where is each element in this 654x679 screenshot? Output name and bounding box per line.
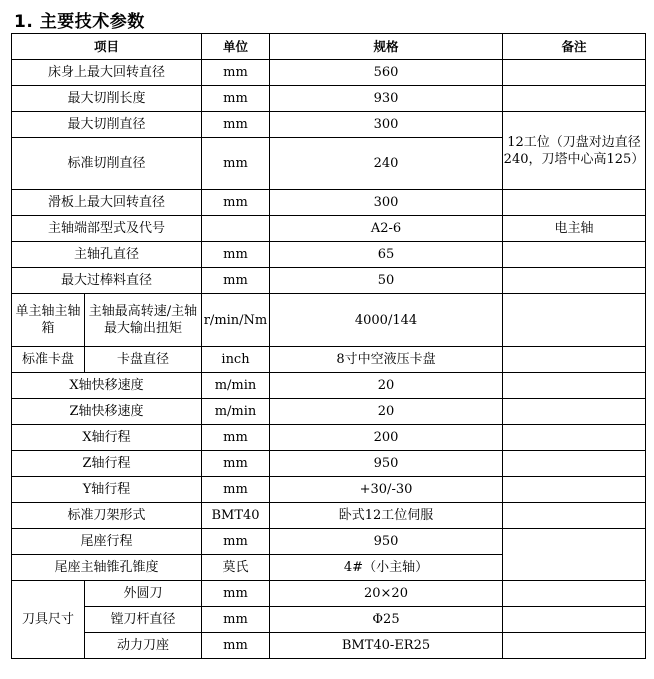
table-row: [12, 425, 646, 451]
row-unit: BMT40: [202, 503, 270, 529]
row-unit: mm: [202, 190, 270, 216]
row-note: [503, 86, 646, 112]
header-spec: 规格: [270, 34, 503, 60]
row-unit: 莫氏: [202, 555, 270, 581]
table-row: [12, 294, 646, 347]
table-row: [12, 86, 646, 112]
row-item: Y轴行程: [12, 477, 202, 503]
header-unit: 单位: [202, 34, 270, 60]
row-note: 电主轴: [503, 216, 646, 242]
row-item: 滑板上最大回转直径: [12, 190, 202, 216]
row-item: 主轴最高转速/主轴最大输出扭矩: [85, 294, 202, 347]
row-item: 最大过棒料直径: [12, 268, 202, 294]
table-row: [12, 451, 646, 477]
row-item: 标准切削直径: [12, 138, 202, 190]
table-row: [12, 373, 646, 399]
row-item: X轴行程: [12, 425, 202, 451]
row-spec: 300: [270, 190, 503, 216]
row-spec: 卧式12工位伺服: [270, 503, 503, 529]
row-note: [503, 503, 646, 529]
row-unit: [202, 216, 270, 242]
row-note: [503, 529, 646, 581]
row-unit: m/min: [202, 373, 270, 399]
row-spec: 560: [270, 60, 503, 86]
row-note: [503, 373, 646, 399]
row-item: 最大切削长度: [12, 86, 202, 112]
row-unit: mm: [202, 242, 270, 268]
row-note: [503, 451, 646, 477]
row-item: 床身上最大回转直径: [12, 60, 202, 86]
row-unit: mm: [202, 60, 270, 86]
table-row: [12, 216, 646, 242]
table-row: [12, 112, 646, 138]
row-item: 尾座行程: [12, 529, 202, 555]
header-item: 项目: [12, 34, 202, 60]
row-group: 刀具尺寸: [12, 581, 85, 659]
row-unit: r/min/Nm: [202, 294, 270, 347]
table-row: [12, 190, 646, 216]
row-spec: 20: [270, 399, 503, 425]
row-spec: 950: [270, 529, 503, 555]
row-item: 标准刀架形式: [12, 503, 202, 529]
row-spec: 300: [270, 112, 503, 138]
row-note: [503, 242, 646, 268]
row-note: [503, 425, 646, 451]
cutting-note: 12工位（刀盘对边直径240，刀塔中心高125）: [503, 112, 646, 190]
table-row: [12, 347, 646, 373]
table-row: [12, 60, 646, 86]
row-item: 外圆刀: [85, 581, 202, 607]
row-note: [503, 581, 646, 607]
row-group: 标准卡盘: [12, 347, 85, 373]
row-spec: 200: [270, 425, 503, 451]
table-header-row: [12, 34, 646, 60]
row-item: 尾座主轴锥孔锥度: [12, 555, 202, 581]
row-item: Z轴行程: [12, 451, 202, 477]
row-item: 主轴端部型式及代号: [12, 216, 202, 242]
row-item: Z轴快移速度: [12, 399, 202, 425]
row-spec: 50: [270, 268, 503, 294]
row-unit: mm: [202, 581, 270, 607]
row-note: [503, 607, 646, 633]
table-row: [12, 607, 646, 633]
row-unit: mm: [202, 112, 270, 138]
row-spec: 20×20: [270, 581, 503, 607]
row-unit: mm: [202, 268, 270, 294]
row-note: [503, 60, 646, 86]
row-spec: 4000/144: [270, 294, 503, 347]
section-title: 1. 主要技术参数: [14, 12, 145, 32]
table-row: [12, 529, 646, 555]
row-note: [503, 477, 646, 503]
row-unit: m/min: [202, 399, 270, 425]
row-unit: inch: [202, 347, 270, 373]
row-unit: mm: [202, 425, 270, 451]
row-note: [503, 268, 646, 294]
row-spec: 240: [270, 138, 503, 190]
table-row: [12, 268, 646, 294]
row-spec: 930: [270, 86, 503, 112]
row-unit: mm: [202, 86, 270, 112]
row-spec: Φ25: [270, 607, 503, 633]
row-unit: mm: [202, 451, 270, 477]
row-note: [503, 633, 646, 659]
row-spec: 8寸中空液压卡盘: [270, 347, 503, 373]
table-row: [12, 503, 646, 529]
row-spec: 65: [270, 242, 503, 268]
row-spec: 950: [270, 451, 503, 477]
row-item: 镗刀杆直径: [85, 607, 202, 633]
row-item: 主轴孔直径: [12, 242, 202, 268]
row-spec: A2-6: [270, 216, 503, 242]
table-row: [12, 633, 646, 659]
row-spec: +30/-30: [270, 477, 503, 503]
table-row: [12, 581, 646, 607]
row-unit: mm: [202, 633, 270, 659]
table-row: [12, 242, 646, 268]
header-note: 备注: [503, 34, 646, 60]
row-spec: BMT40-ER25: [270, 633, 503, 659]
table-row: [12, 477, 646, 503]
row-item: 卡盘直径: [85, 347, 202, 373]
row-note: [503, 294, 646, 347]
table-row: [12, 399, 646, 425]
row-unit: mm: [202, 607, 270, 633]
row-unit: mm: [202, 477, 270, 503]
row-item: 最大切削直径: [12, 112, 202, 138]
row-unit: mm: [202, 138, 270, 190]
row-note: [503, 190, 646, 216]
row-spec: 20: [270, 373, 503, 399]
spec-table: [11, 33, 646, 659]
row-group: 单主轴主轴箱: [12, 294, 85, 347]
row-item: X轴快移速度: [12, 373, 202, 399]
row-item: 动力刀座: [85, 633, 202, 659]
row-unit: mm: [202, 529, 270, 555]
row-note: [503, 347, 646, 373]
row-note: [503, 399, 646, 425]
row-spec: 4#（小主轴）: [270, 555, 503, 581]
